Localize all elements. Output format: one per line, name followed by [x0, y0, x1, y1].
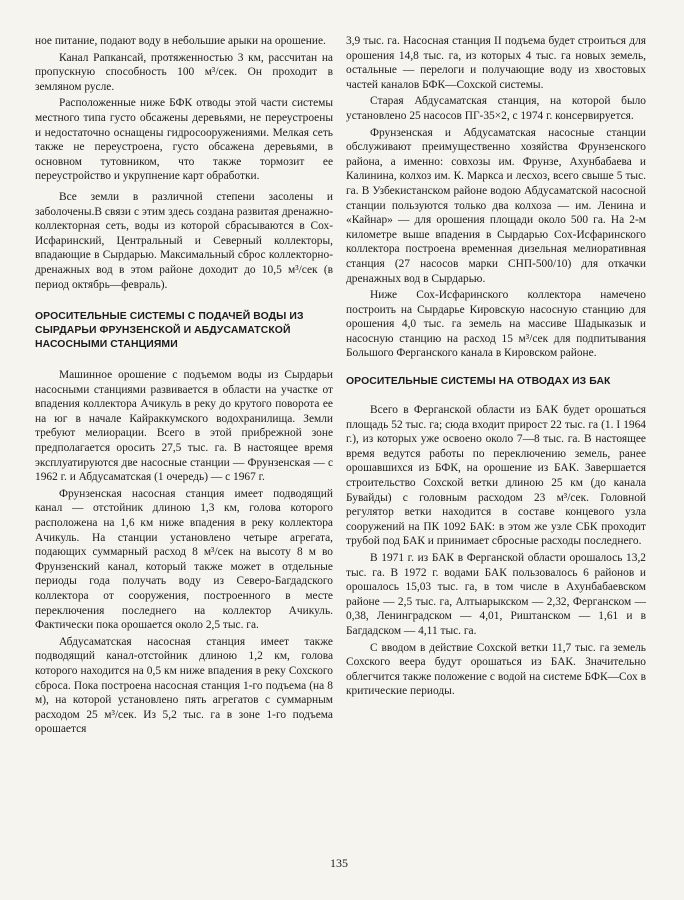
- paragraph: Старая Абдусаматская станция, на которой было установлено 25 насосов ПГ-35×2, с 1974 г. консервируется.: [346, 95, 646, 122]
- paragraph: Фрунзенская насосная станция имеет подводящий канал — отстойник длиною 1,3 км, голова которого расположена на 1,6 км ниже впадения в реку коллектора Ачикуль. На станции установлено четыре агрегата, подающих суммарный расход 8 м³/сек на высоту 8 м во Фрунзенский канал, который также может в отдельные периоды года получать воду из Северо-Багдадского коллектора от сооружения, построенного в месте переключения последнего на коллектор Ачикуль. Фактически пока орошается около 2,5 тыс. га.: [35, 487, 333, 632]
- right-column: [346, 34, 646, 699]
- paragraph: В 1971 г. из БАК в Ферганской области орошалось 13,2 тыс. га. В 1972 г. водами БАК пользовалось 6 районов и орошалось 15,03 тыс. га, в том числе в Ахунбабаевском районе — 2,5 тыс. га, Алтыарыкском — 2,32, Ферганском — 0,38, Ленинградском — 4,01, Риштанском — 1,61 и в Багдадском — 4,11 тыс. га.: [346, 552, 646, 637]
- paragraph: Расположенные ниже БФК отводы этой части системы местного типа густо обсажены деревьями, не переустроены и недостаточно оснащены гидросооружениями. Мелкая сеть также не переустроена, густо обсажена деревьями, в основном тутовником, что также тормозит ее переустройство и укрупнение карт обработки.: [35, 97, 333, 183]
- page-number: 135: [330, 856, 348, 870]
- paragraph: Всего в Ферганской области из БАК будет орошаться площадь 52 тыс. га; сюда входит прирост 22 тыс. га (1. I 1964 г.), из которых уже освоено около 7—8 тыс. га. В настоящее время ведутся работы по переключению земель, ранее орошавшихся из БФК, на орошение из БАК. Завершается строительство Сохской ветки длиною 25 км (до канала Бувайды) с головным расходом 23 м³/сек. Головной регулятор ветки находится в составе концевого узла сооружений на ПК 1092 БАК: в этом же узле СБК проходит трубой под БАК и принимает сбросные расходы последнего.: [346, 404, 646, 548]
- paragraph: Абдусаматская насосная станция имеет также подводящий канал-отстойник длиною 1,2 км, голова которого находится на 0,5 км ниже впадения в реку Сохского сброса. Пока построена насосная станция 1-го подъема (на 8 м), на которой установлено пять агрегатов с суммарным расходом 25 м³/сек. Из 5,2 тыс. га в зоне 1-го подъема орошается: [35, 635, 333, 736]
- paragraph: Фрунзенская и Абдусаматская насосные станции обслуживают преимущественно хозяйства Фрунзенского района, а именно: совхозы им. Фрунзе, Ахунбабаева и Калинина, колхоз им. К. Маркса и лесхоз, всего свыше 5 тыс. га. В Узбекистанском районе водою Абдусаматской насосной станции пользуются только два колхоза — им. Ленина и «Кайнар» — для орошения площади около 500 га. На 2-м километре выше впадения в Сырдарью Сох-Исфаринского коллектора построена временная дизельная мелиоративная станция (27 насосов марки СНП-500/10) для откачки дренажных вод в Сырдарью.: [346, 126, 646, 285]
- paragraph: Канал Рапкансай, протяженностью 3 км, рассчитан на пропускную способность 100 м³/сек. Он проходит в земляном русле.: [35, 51, 333, 93]
- paragraph: ное питание, подают воду в небольшие арыки на орошение.: [35, 35, 326, 47]
- paragraph: 3,9 тыс. га. Насосная станция II подъема будет строиться для орошения 14,8 тыс. га, из которых 4 тыс. га новых земель, остальные — перелоги и получающие воду из хвостовых частей каналов БФК—Сохской системы.: [346, 35, 646, 91]
- paragraph: Все земли в различной степени засолены и заболочены.В связи с этим здесь создана развитая дренажно-коллекторная сеть, воды из которой сбрасываются в Сох-Исфаринский, Центральный и Северный коллекторы, впадающие в Сырдарью. Максимальный сброс коллекторно-дренажных вод в этом районе доходит до 10,5 м³/сек (в период октябрь—февраль).: [35, 190, 333, 291]
- paragraph: Машинное орошение с подъемом воды из Сырдарьи насосными станциями развивается в области на участке от впадения коллектора Ачикуль в реку до крутого поворота ее на юг в начале Кайраккумского водохранилища. Земли требуют мелиорации. Всего в этой прибрежной зоне предполагается оросить 27,5 тыс. га. В настоящее время эксплуатируются две насосные станции — Фрунзенская — с 1962 г. и Абдусаматская (1 очередь) — с 1967 г.: [35, 369, 333, 484]
- paragraph: Ниже Сох-Исфаринского коллектора намечено построить на Сырдарье Кировскую насосную станцию для орошения 4,0 тыс. га земель на массиве Шадыказык и насосную станцию на расход 15 м³/сек для подпитывания Большого Ферганского канала в Кировском районе.: [346, 289, 646, 360]
- section-heading: ОРОСИТЕЛЬНЫЕ СИСТЕМЫ С ПОДАЧЕЙ ВОДЫ ИЗ СЫРДАРЬИ ФРУНЗЕНСКОЙ И АБДУСАМАТСКОЙ НАСОСНЫМИ СТАНЦИЯМИ: [35, 311, 304, 351]
- left-column: [35, 34, 333, 737]
- paragraph: С вводом в действие Сохской ветки 11,7 тыс. га земель Сохского веера будут орошаться из БАК. Значительно облегчится также положение с водой на системе БФК—Сох в критические периоды.: [346, 641, 646, 698]
- section-heading: ОРОСИТЕЛЬНЫЕ СИСТЕМЫ НА ОТВОДАХ ИЗ БАК: [346, 376, 611, 388]
